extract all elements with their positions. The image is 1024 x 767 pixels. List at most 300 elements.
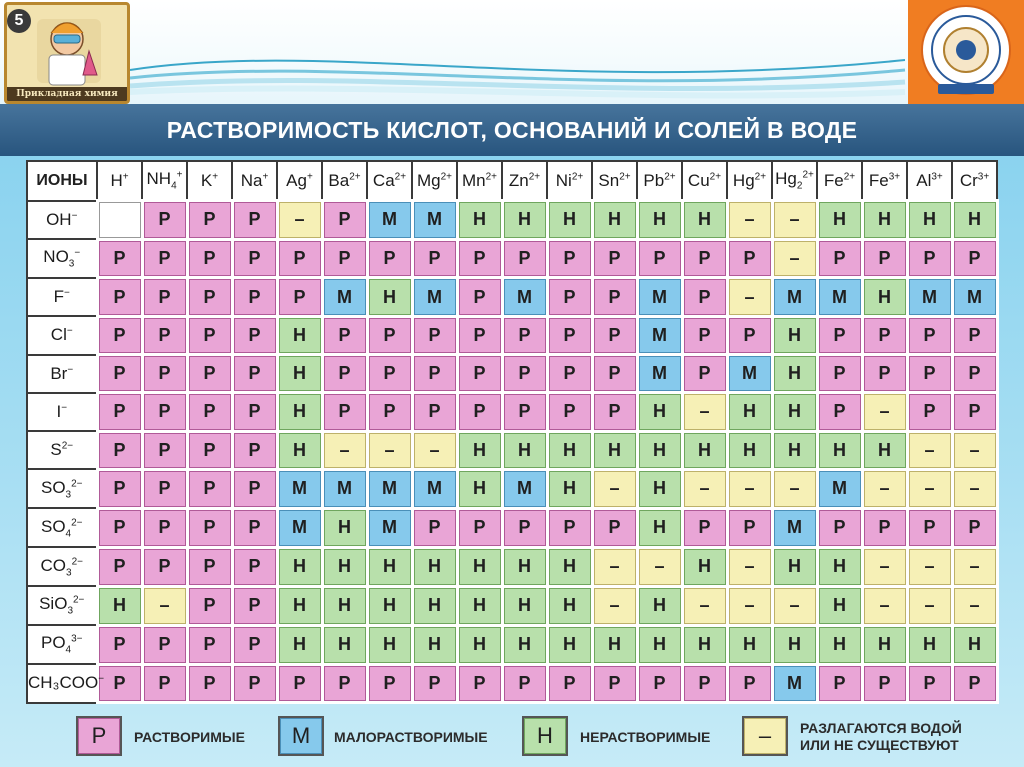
solubility-cell: – [772,469,817,508]
table-row [27,625,997,664]
solubility-cell: Р [862,316,907,354]
solubility-cell: Р [412,508,457,547]
solubility-cell: Р [232,355,277,393]
solubility-cell: Р [187,278,232,316]
solubility-cell: – [952,547,997,586]
anion-header [27,664,105,702]
solubility-cell: Р [367,239,412,278]
solubility-cell: Р [592,664,637,702]
ion-base: Ag [286,170,307,190]
cation-header [682,161,727,201]
solubility-cell: Н [277,316,322,354]
table-row [27,547,997,586]
solubility-cell: – [592,547,637,586]
solubility-cell: Н [637,431,682,469]
solubility-cell: Р [547,316,592,354]
solubility-cell: М [367,508,412,547]
solubility-cell: Р [187,316,232,354]
ion-charge: − [71,210,78,222]
solubility-cell: Р [952,316,997,354]
solubility-cell: – [907,431,952,469]
solubility-cell: М [952,278,997,316]
ion-base: SO [40,477,66,497]
solubility-cell: Р [97,431,142,469]
solubility-cell: Р [502,355,547,393]
solubility-cell: – [727,547,772,586]
solubility-cell: – [952,431,997,469]
solubility-cell: Н [682,201,727,239]
cation-header [322,161,367,201]
legend-decompose-swatch: – [742,716,788,756]
solubility-cell: Р [97,355,142,393]
ion-base: Fe [868,170,889,190]
solubility-cell: – [682,469,727,508]
ion-base: S [50,440,62,460]
solubility-cell: – [907,586,952,625]
ion-charge: 3+ [977,170,990,182]
ion-charge: 2− [71,516,83,528]
solubility-cell: Р [142,508,187,547]
cation-header [817,161,862,201]
solubility-cell: Р [142,278,187,316]
solubility-cell: Р [637,664,682,702]
solubility-cell: Н [322,547,367,586]
solubility-cell: Р [862,239,907,278]
ion-base: OH [46,209,72,229]
ion-base: Na [240,170,263,190]
solubility-cell: Р [637,239,682,278]
solubility-cell: Р [97,469,142,508]
solubility-cell: Р [817,393,862,431]
ion-base: Hg [775,169,797,189]
solubility-cell: Р [187,201,232,239]
solubility-cell: Р [907,239,952,278]
solubility-cell: Р [142,201,187,239]
solubility-cell: Н [412,547,457,586]
solubility-cell: Р [907,393,952,431]
solubility-cell: Н [817,431,862,469]
solubility-cell: Р [322,393,367,431]
ion-base: Sn [598,170,620,190]
solubility-cell: Н [547,201,592,239]
solubility-cell: Р [682,239,727,278]
solubility-cell: Н [547,431,592,469]
solubility-cell: Н [412,586,457,625]
ion-subscript: 4 [65,644,72,656]
solubility-cell: Р [952,239,997,278]
solubility-cell: Р [187,431,232,469]
solubility-cell: Н [367,586,412,625]
ion-subscript: 4 [65,528,72,539]
anion-header [27,625,97,664]
solubility-cell: Н [637,469,682,508]
anion-header [27,393,97,431]
solubility-cell: Н [682,547,727,586]
solubility-cell: Р [592,508,637,547]
solubility-cell: Р [97,278,142,316]
solubility-cell: Н [322,508,367,547]
solubility-cell: – [727,201,772,239]
solubility-cell: Н [952,625,997,664]
ion-charge: + [306,170,313,182]
solubility-cell: Р [457,278,502,316]
solubility-cell: Р [457,239,502,278]
solubility-cell: М [502,278,547,316]
solubility-cell: Н [592,625,637,664]
solubility-cell: Р [232,239,277,278]
solubility-cell: Р [412,316,457,354]
solubility-cell: Р [322,316,367,354]
solubility-cell: Н [367,547,412,586]
ion-charge: 2+ [571,170,584,182]
solubility-cell: Р [457,393,502,431]
ion-charge: 2+ [394,170,407,182]
solubility-cell: Н [637,508,682,547]
top-decorative-band [0,0,1024,104]
cation-header [727,161,772,201]
cation-header [277,161,322,201]
table-row [27,278,997,316]
table-row [27,508,997,547]
solubility-cell: Р [727,316,772,354]
ion-charge: + [262,170,269,182]
solubility-cell: Р [97,664,142,702]
scientist-illustration [7,5,127,91]
solubility-cell: Н [277,431,322,469]
ion-subscript: 4 [171,180,177,192]
ion-base: Ca [372,170,395,190]
solubility-cell: Р [232,393,277,431]
solubility-cell: М [277,508,322,547]
solubility-cell: Р [547,278,592,316]
ion-charge: + [122,170,129,182]
solubility-cell: – [727,469,772,508]
solubility-cell: Н [952,201,997,239]
solubility-cell: Р [232,625,277,664]
solubility-cell: Р [142,431,187,469]
solubility-cell: Р [187,508,232,547]
solubility-cell: Р [502,664,547,702]
ion-charge: 2+ [619,170,631,182]
solubility-cell: – [862,547,907,586]
ion-subscript: 3 [67,605,73,617]
solubility-cell: Н [817,586,862,625]
solubility-cell: Р [682,278,727,316]
solubility-cell: Р [457,664,502,702]
solubility-cell: Р [142,625,187,664]
ion-charge: 2− [71,555,83,567]
solubility-cell: Р [412,393,457,431]
solubility-cell: Р [232,316,277,354]
cation-header [502,161,547,201]
solubility-cell: Р [817,316,862,354]
solubility-cell: Н [457,625,502,664]
solubility-cell: М [817,469,862,508]
legend [0,712,1024,767]
solubility-cell: Н [457,431,502,469]
solubility-cell: Н [817,547,862,586]
solubility-cell: Н [862,201,907,239]
ion-charge: 2+ [843,170,856,182]
solubility-cell: Р [187,355,232,393]
solubility-cell: Н [817,201,862,239]
solubility-cell: Н [637,393,682,431]
solubility-cell: Р [952,393,997,431]
solubility-cell: Р [232,508,277,547]
ion-base: Mg [416,170,441,190]
ion-base: NO [43,247,69,267]
solubility-cell: Р [682,355,727,393]
solubility-cell: Р [592,278,637,316]
solubility-cell: Н [727,625,772,664]
solubility-cell: Р [187,625,232,664]
solubility-cell: Р [502,316,547,354]
solubility-cell: Н [772,431,817,469]
solubility-cell: Н [322,586,367,625]
ion-base: Mn [461,170,486,190]
solubility-cell: Н [367,625,412,664]
cation-header [97,161,142,201]
solubility-cell: Р [862,355,907,393]
ion-base: H [110,170,123,190]
solubility-cell: Р [97,316,142,354]
solubility-cell: Р [502,393,547,431]
solubility-cell: – [862,469,907,508]
ion-charge: 3+ [888,170,901,182]
solubility-cell: – [952,469,997,508]
solubility-cell: М [412,201,457,239]
solubility-cell: Н [862,278,907,316]
solubility-cell: Н [457,586,502,625]
solubility-cell: Р [232,278,277,316]
cation-header [187,161,232,201]
solubility-cell: М [322,469,367,508]
solubility-cell: Р [322,239,367,278]
table-row [27,201,997,239]
ion-charge: 2+ [802,169,814,181]
solubility-cell: Р [952,664,997,702]
solubility-cell: – [907,547,952,586]
solubility-cell: Р [457,508,502,547]
cation-header [547,161,592,201]
solubility-cell: Н [547,625,592,664]
solubility-cell: Н [367,278,412,316]
solubility-cell: Р [232,547,277,586]
solubility-cell [97,201,142,239]
anion-header [27,278,97,316]
solubility-cell: Р [97,625,142,664]
solubility-cell: Н [772,625,817,664]
solubility-cell: Р [142,547,187,586]
solubility-cell: Р [682,316,727,354]
solubility-cell: Р [412,355,457,393]
solubility-cell: Н [277,355,322,393]
ion-charge: + [212,170,219,182]
solubility-cell: Р [817,508,862,547]
solubility-cell: М [637,355,682,393]
ion-charge: 2+ [528,170,541,182]
header-row [27,161,997,201]
solubility-cell: Н [502,431,547,469]
solubility-cell: М [907,278,952,316]
table-row [27,355,997,393]
solubility-cell: Н [727,393,772,431]
solubility-cell: Р [142,239,187,278]
solubility-cell: Р [142,469,187,508]
solubility-cell: Н [727,431,772,469]
solubility-cell: Н [502,586,547,625]
solubility-cell: Р [232,201,277,239]
ion-base: PO [40,633,66,653]
solubility-cell: – [772,239,817,278]
solubility-cell: Р [817,239,862,278]
solubility-cell: – [592,586,637,625]
solubility-cell: М [412,278,457,316]
ion-charge: 2+ [709,170,722,182]
ion-subscript: 3 [68,258,75,270]
ion-base: Cu [687,170,710,190]
solubility-cell: Р [97,547,142,586]
solubility-cell: Р [862,508,907,547]
solubility-cell: Р [187,393,232,431]
solubility-cell: Р [322,355,367,393]
cation-header [142,161,187,201]
table-row [27,431,997,469]
solubility-cell: – [142,586,187,625]
ion-charge: 3+ [931,170,943,182]
ion-charge: − [66,325,73,337]
solubility-cell: Р [592,393,637,431]
solubility-cell: Р [907,508,952,547]
anion-header [27,586,97,625]
ion-base: SO [40,516,66,536]
legend-insoluble-swatch: Н [522,716,568,756]
cation-header [232,161,277,201]
emblem-seal [908,0,1024,104]
solubility-cell: Р [457,316,502,354]
solubility-cell: Н [592,201,637,239]
solubility-cell: Н [907,201,952,239]
solubility-cell: Н [772,316,817,354]
solubility-cell: Р [367,355,412,393]
solubility-cell: М [817,278,862,316]
ion-subscript: 3 [65,489,72,501]
solubility-cell: Р [952,508,997,547]
solubility-table-container [26,160,996,704]
solubility-cell: Р [187,469,232,508]
solubility-cell: – [772,201,817,239]
ion-subscript: 3 [66,566,72,578]
solubility-cell: Р [142,664,187,702]
solubility-cell: Р [97,508,142,547]
solubility-cell: Р [952,355,997,393]
solubility-cell: Р [592,355,637,393]
solubility-cell: Н [862,625,907,664]
solubility-cell: Н [592,431,637,469]
solubility-cell: Р [547,508,592,547]
ion-charge: 2− [71,478,83,490]
solubility-cell: Р [412,664,457,702]
solubility-cell: Н [682,625,727,664]
solubility-cell: Р [502,508,547,547]
solubility-cell: Р [367,393,412,431]
solubility-cell: Н [457,469,502,508]
solubility-cell: Р [682,508,727,547]
solubility-cell: М [772,664,817,702]
anion-header [27,355,97,393]
solubility-cell: Р [187,239,232,278]
solubility-cell: Р [232,586,277,625]
legend-soluble-swatch: Р [76,716,122,756]
solubility-cell: Н [502,201,547,239]
solubility-cell: Р [547,355,592,393]
solubility-cell: Р [277,278,322,316]
solubility-cell: Н [907,625,952,664]
cation-header [457,161,502,201]
cation-header [952,161,997,201]
ion-base: K [200,170,213,190]
course-logo [4,2,130,104]
solubility-cell: – [772,586,817,625]
cation-header [772,161,817,201]
table-row [27,316,997,354]
solubility-cell: – [367,431,412,469]
ion-base: Pb [643,170,665,190]
ion-base: Br [50,363,68,383]
solubility-cell: Р [907,664,952,702]
solubility-cell: М [637,278,682,316]
ion-base: Ni [555,170,572,190]
ion-charge: 2+ [754,170,767,182]
cation-header [592,161,637,201]
solubility-cell: Н [502,625,547,664]
solubility-cell: Р [187,547,232,586]
solubility-table [26,160,999,704]
solubility-cell: Н [457,547,502,586]
ion-charge: 3− [71,633,83,645]
solubility-cell: Р [727,508,772,547]
solubility-cell: М [772,508,817,547]
ion-base: Ba [328,170,350,190]
legend-insoluble-label: НЕРАСТВОРИМЫЕ [580,729,711,745]
solubility-cell: М [772,278,817,316]
solubility-cell: Н [637,201,682,239]
solubility-cell: – [682,393,727,431]
cation-header [367,161,412,201]
ion-base: Fe [823,170,844,190]
ion-base: Cr [959,170,978,190]
solubility-cell: Р [97,239,142,278]
anion-header [27,469,97,508]
solubility-cell: Р [367,664,412,702]
solubility-cell: Н [412,625,457,664]
anion-header [27,201,97,239]
ion-charge: 2+ [485,170,498,182]
solubility-cell: М [502,469,547,508]
solubility-cell: – [727,586,772,625]
legend-slightly-soluble-label: МАЛОРАСТВОРИМЫЕ [334,729,488,745]
anion-header [27,431,97,469]
solubility-cell: Р [457,355,502,393]
solubility-cell: М [727,355,772,393]
ion-charge: 2− [61,440,74,452]
solubility-cell: Р [862,664,907,702]
solubility-cell: Р [907,316,952,354]
solubility-cell: – [952,586,997,625]
solubility-cell: Р [97,393,142,431]
cation-header [862,161,907,201]
solubility-cell: – [277,201,322,239]
